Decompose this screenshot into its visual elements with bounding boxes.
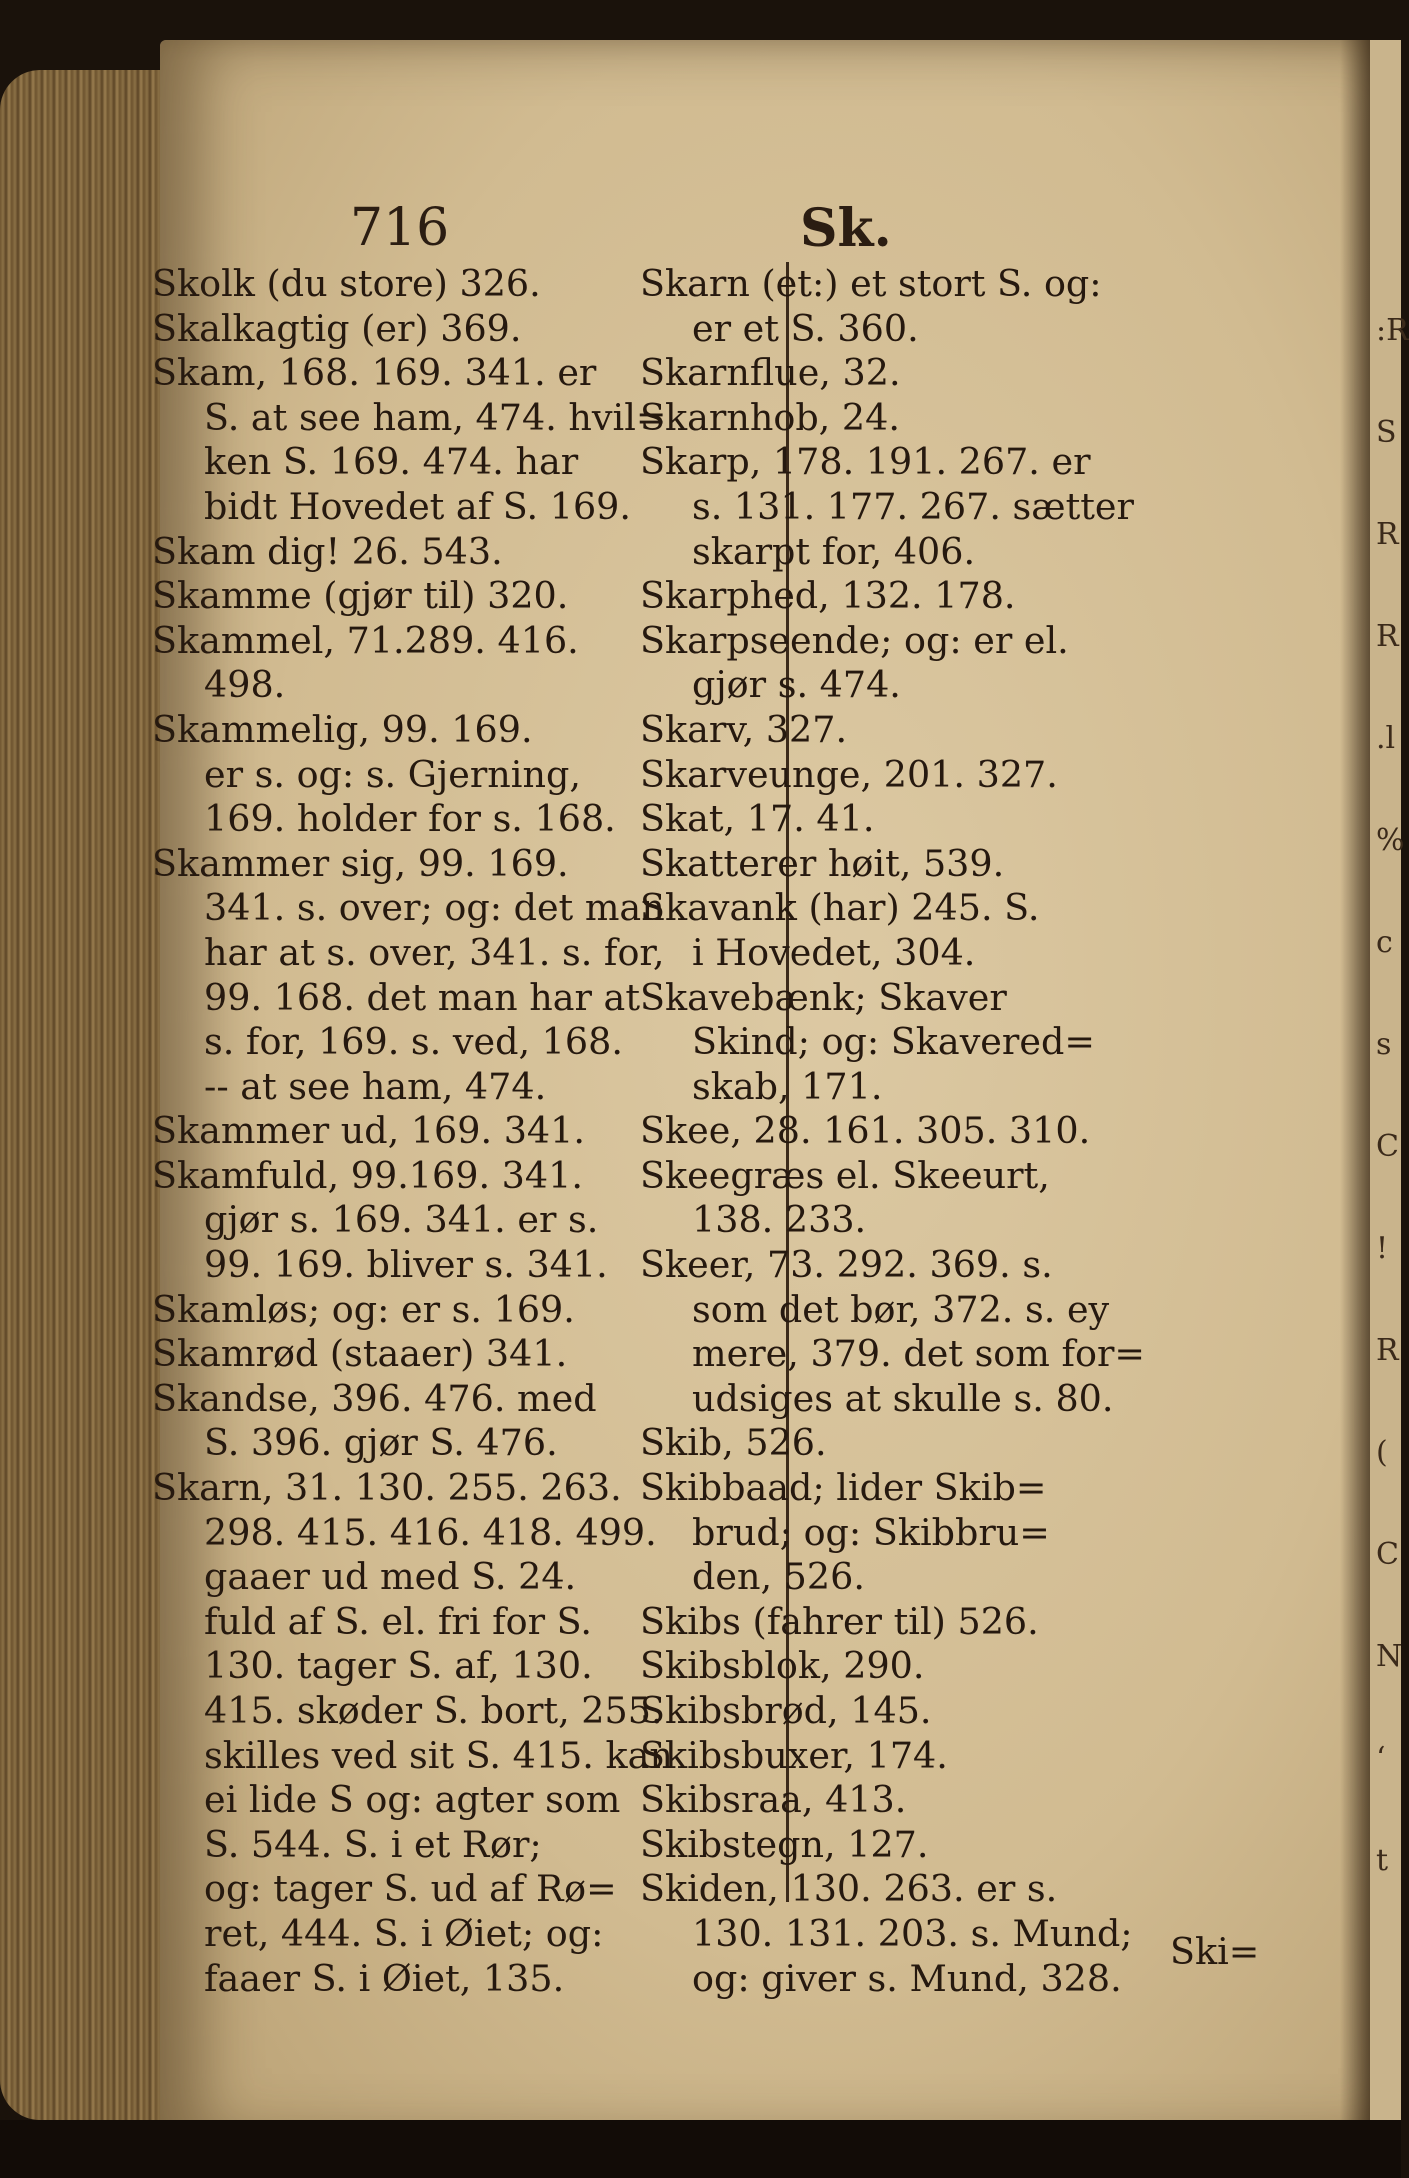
index-entry-continuation: 169. holder for s. 168. (204, 797, 616, 841)
index-entry: Skat, 17. 41. (640, 797, 875, 841)
index-entry-continuation: 415. skøder S. bort, 255. (204, 1689, 663, 1732)
index-entry-continuation: s. 131. 177. 267. sætter (692, 484, 1134, 528)
next-page-fragment: ! (1376, 1231, 1389, 1266)
index-entry: Skavank (har) 245. S. (640, 886, 1040, 930)
next-page-fragment: R (1376, 619, 1399, 654)
index-entry-continuation: gjør s. 169. 341. er s. (204, 1198, 599, 1242)
index-entry: Skarphed, 132. 178. (640, 574, 1016, 618)
index-entry: Skavebænk; Skaver (640, 975, 1007, 1019)
index-entry: Skiden, 130. 263. er s. (640, 1867, 1058, 1911)
next-page-fragment: :R (1376, 313, 1409, 348)
next-page-fragment: R (1376, 517, 1399, 552)
index-entry: Skatterer høit, 539. (640, 841, 1005, 885)
index-entry: Skibsbrød, 145. (640, 1689, 932, 1732)
next-page-fragment: t (1376, 1843, 1389, 1878)
next-page-fragment: R (1376, 1333, 1399, 1368)
index-entry: Skarp, 178. 191. 267. er (640, 440, 1091, 484)
index-entry-continuation: skarpt for, 406. (692, 529, 976, 573)
index-entry: Skibsbuxer, 174. (640, 1733, 948, 1777)
index-entry-continuation: S. at see ham, 474. hvil= (204, 395, 667, 439)
index-entry: Skammel, 71.289. 416. (152, 618, 579, 662)
index-entry-continuation: s. for, 169. s. ved, 168. (204, 1020, 623, 1064)
index-entry: Skibstegn, 127. (640, 1822, 929, 1866)
index-entry-continuation: som det bør, 372. s. ey (692, 1287, 1110, 1331)
index-entry-continuation: 138. 233. (692, 1198, 867, 1242)
index-entry: Skamrød (staaer) 341. (152, 1332, 568, 1376)
page-header (160, 198, 1370, 268)
index-entry: Skeer, 73. 292. 369. s. (640, 1243, 1053, 1287)
background-table (0, 2120, 1401, 2178)
next-page-fragment: .l (1376, 721, 1396, 756)
next-page-fragment: C (1376, 1129, 1399, 1164)
index-entry-continuation: skilles ved sit S. 415. kan (204, 1733, 673, 1777)
index-entry: Skibsblok, 290. (640, 1644, 925, 1688)
index-entry-continuation: Skind; og: Skavered= (692, 1020, 1095, 1064)
index-entry: Skamløs; og: er s. 169. (152, 1287, 575, 1331)
index-entry-continuation: faaer S. i Øiet, 135. (204, 1956, 565, 2000)
index-entry-continuation: 341. s. over; og: det man (204, 886, 665, 930)
index-entry: Skarveunge, 201. 327. (640, 752, 1058, 796)
index-entry: Skammer ud, 169. 341. (152, 1109, 585, 1153)
index-entry: Skandse, 396. 476. med (152, 1376, 597, 1420)
index-entry-continuation: gjør s. 474. (692, 663, 901, 707)
index-entry-continuation: 498. (204, 663, 286, 707)
index-entry-continuation: S. 396. gjør S. 476. (204, 1421, 558, 1465)
next-page-fragment: S (1376, 415, 1397, 450)
gutter-shadow (1340, 40, 1370, 2140)
index-entry: Skibsraa, 413. (640, 1778, 907, 1822)
next-page-fragment: c (1376, 925, 1393, 960)
index-entry: Skarn, 31. 130. 255. 263. (152, 1466, 622, 1510)
right-column (640, 262, 1330, 2001)
index-entry: Skam, 168. 169. 341. er (152, 351, 597, 395)
index-entry: Skamfuld, 99.169. 341. (152, 1153, 583, 1197)
index-entry: Skolk (du store) 326. (152, 262, 541, 305)
index-entry-continuation: 99. 168. det man har at (204, 975, 640, 1019)
index-entry: Skalkagtig (er) 369. (152, 306, 522, 350)
index-entry-continuation: er s. og: s. Gjerning, (204, 752, 581, 796)
next-page-fragment: N (1376, 1639, 1403, 1674)
index-entry: Skee, 28. 161. 305. 310. (640, 1109, 1091, 1153)
index-entry-continuation: har at s. over, 341. s. for, (204, 930, 665, 974)
page-number: 716 (350, 198, 450, 258)
index-entry: Skammelig, 99. 169. (152, 707, 533, 751)
index-entry: Skarnhob, 24. (640, 395, 900, 439)
index-entry-continuation: og: tager S. ud af Rø= (204, 1867, 617, 1911)
index-entry-continuation: 130. tager S. af, 130. (204, 1644, 593, 1688)
index-entry: Skam dig! 26. 543. (152, 529, 503, 573)
index-entry: Skamme (gjør til) 320. (152, 574, 569, 618)
next-page-fragment: % (1376, 823, 1405, 858)
index-entry: Skarnflue, 32. (640, 351, 901, 395)
index-entry-continuation: fuld af S. el. fri for S. (204, 1599, 592, 1643)
next-page-fragment: ( (1376, 1435, 1388, 1470)
running-head: Sk. (800, 198, 892, 259)
index-entry-continuation: mere, 379. det som for= (692, 1332, 1146, 1376)
index-entry-continuation: og: giver s. Mund, 328. (692, 1956, 1122, 2000)
index-entry-continuation: er et S. 360. (692, 306, 919, 350)
index-entry-continuation: 130. 131. 203. s. Mund; (692, 1911, 1133, 1955)
index-entry-continuation: 298. 415. 416. 418. 499. (204, 1510, 657, 1554)
index-entry: Skibbaad; lider Skib= (640, 1466, 1047, 1510)
index-entry-continuation: bidt Hovedet af S. 169. (204, 484, 631, 528)
catchword: Ski= (1170, 1930, 1260, 1973)
index-entry-continuation: ei lide S og: agter som (204, 1778, 621, 1822)
index-entry: Skeegræs el. Skeeurt, (640, 1153, 1050, 1197)
index-entry-continuation: S. 544. S. i et Rør; (204, 1822, 542, 1866)
next-page-fragment: ‘ (1376, 1741, 1386, 1776)
index-entry-continuation: brud; og: Skibbru= (692, 1510, 1050, 1554)
index-entry: Skib, 526. (640, 1421, 827, 1465)
index-entry: Skarv, 327. (640, 707, 848, 751)
book-page-edges (0, 70, 170, 2120)
index-entry-continuation: 99. 169. bliver s. 341. (204, 1243, 608, 1287)
index-entry-continuation: udsiges at skulle s. 80. (692, 1376, 1114, 1420)
next-page-fragment: C (1376, 1537, 1399, 1572)
next-page-fragments (1376, 280, 1409, 1912)
index-entry-continuation: ken S. 169. 474. har (204, 440, 579, 484)
index-entry-continuation: den, 526. (692, 1555, 865, 1599)
index-entry: Skarn (et:) et stort S. og: (640, 262, 1102, 305)
index-entry-continuation: -- at see ham, 474. (204, 1064, 547, 1108)
index-entry: Skarpseende; og: er el. (640, 618, 1069, 662)
index-entry-continuation: gaaer ud med S. 24. (204, 1555, 577, 1599)
index-entry-continuation: ret, 444. S. i Øiet; og: (204, 1911, 604, 1955)
next-page-fragment: s (1376, 1027, 1392, 1062)
index-entry-continuation: skab, 171. (692, 1064, 883, 1108)
index-entry: Skammer sig, 99. 169. (152, 841, 569, 885)
index-entry-continuation: i Hovedet, 304. (692, 930, 976, 974)
index-entry: Skibs (fahrer til) 526. (640, 1599, 1039, 1643)
